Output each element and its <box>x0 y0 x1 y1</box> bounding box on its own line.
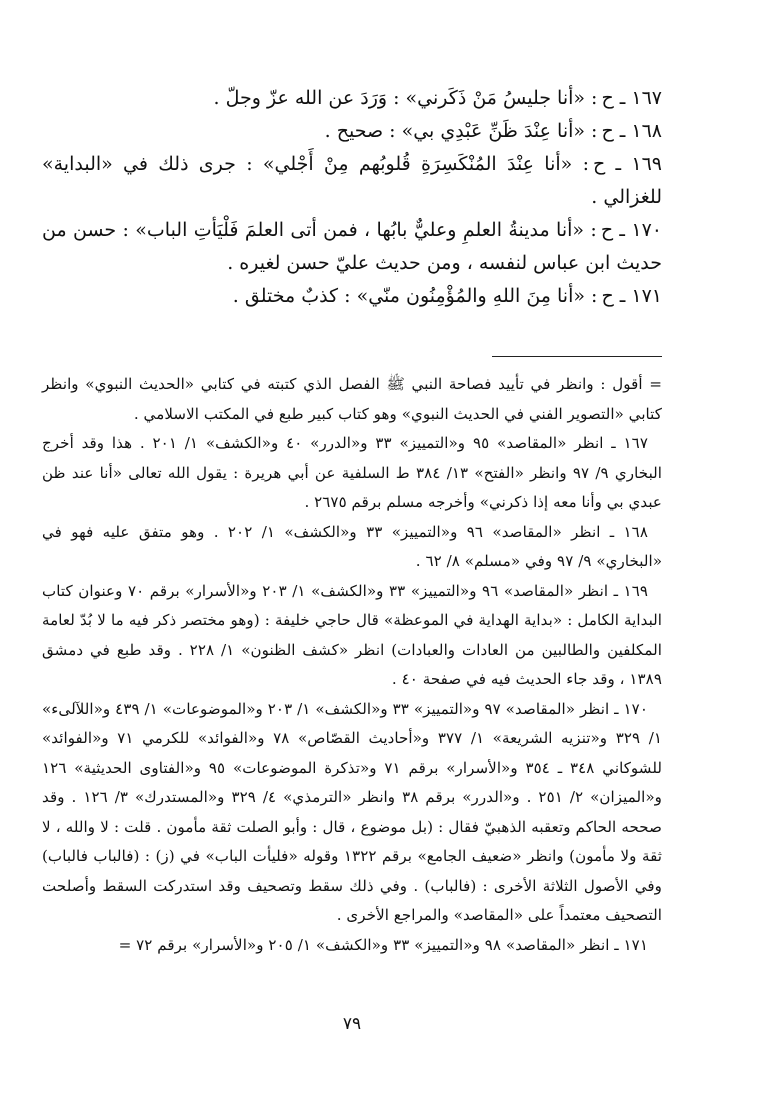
entry-number: ١٧١ ـ ح <box>601 285 662 307</box>
footnote-171: ١٧١ ـ انظر «المقاصد» ٩٨ و«التمييز» ٣٣ و«الكشف» ١/ ٢٠٥ و«الأسرار» برقم ٧٢ = <box>118 935 648 954</box>
footnote-separator <box>492 356 662 357</box>
entry-text: : «أنا عِنْدَ المُنْكَسِرَةِ قُلوبُهم مِنْ أَجْلي» : جرى ذلك في «البداية» للغزالي . <box>42 153 662 208</box>
page-number: ٧٩ <box>342 1014 362 1034</box>
entry-text: : «أنا جليسُ مَنْ ذَكَرني» : وَرَدَ عن الله عزّ وجلّ . <box>213 87 598 109</box>
entry-text: : «أنا مِنَ اللهِ والمُؤْمِنُون منّي» : كذبٌ مختلق . <box>232 285 598 307</box>
entry-number: ١٦٩ ـ ح <box>592 153 662 175</box>
footnote-167: ١٦٧ ـ انظر «المقاصد» ٩٥ و«التمييز» ٣٣ و«الدرر» ٤٠ و«الكشف» ١/ ٢٠١ . هذا وقد أخرج البخاري ٩/ ٩٧ وانظر «الفتح» ١٣/ ٣٨٤ ط السلفية عن أبي هريرة : يقول الله تعالى «أنا عند ظن عبدي بي وأنا معه إذا ذكرني» وأخرجه مسلم برقم ٢٦٧٥ . <box>42 434 663 511</box>
main-text <box>42 82 662 313</box>
footnote-170: ١٧٠ ـ انظر «المقاصد» ٩٧ و«التمييز» ٣٣ و«الكشف» ١/ ٢٠٣ و«الموضوعات» ١/ ٤٣٩ و«اللآلىء» ١/ ٣٢٩ و«تنزيه الشريعة» ١/ ٣٧٧ و«أحاديث القصّاص» ٧٨ و«الفوائد» للكرمي ٧١ و«الفوائد» للشوكاني ٣٤٨ ـ ٣٥٤ و«الأسرار» برقم ٧١ و«تذكرة الموضوعات» ٩٥ و«الفتاوى الحديثية» ١٢٦ و«الميزان» ٢/ ٢٥١ . و«الدرر» برقم ٣٨ وانظر «الترمذي» ٤/ ٣٢٩ و«المستدرك» ٣/ ١٢٦ . وقد صححه الحاكم وتعقبه الذهبيّ فقال : (بل موضوع ، قال : وأبو الصلت ثقة مأمون . قلت : لا والله ، لا ثقة ولا مأمون) وانظر «ضعيف الجامع» برقم ١٣٢٢ وقوله «فليأت الباب» في (ز) : (فالباب فالباب) وفي الأصول الثلاثة الأخرى : (فالباب) . وفي ذلك سقط وتصحيف وقد استدركت السقط وأصلحت التصحيف معتمداً على «المقاصد» والمراجع الأخرى . <box>42 699 662 924</box>
footnotes <box>42 370 662 960</box>
entry-text: : «أنا مدينةُ العلمِ وعليٌّ بابُها ، فمن أتى العلمَ فَلْيَأتِ الباب» : حسن من حديث ابن عباس لنفسه ، ومن حديث عليّ حسن لغيره . <box>42 219 662 274</box>
entry-text: : «أنا عِنْدَ ظَنِّ عَبْدِي بي» : صحيح . <box>324 120 598 142</box>
hadith-entry-169 <box>42 148 662 214</box>
footnote-168: ١٦٨ ـ انظر «المقاصد» ٩٦ و«التمييز» ٣٣ و«الكشف» ١/ ٢٠٢ . وهو متفق عليه فهو في «البخاري» ٩/ ٩٧ وفي «مسلم» ٨/ ٦٢ . <box>42 522 662 570</box>
hadith-entry-168 <box>42 115 662 148</box>
entry-number: ١٧٠ ـ ح <box>600 219 662 241</box>
hadith-entry-167 <box>42 82 662 115</box>
entry-number: ١٦٨ ـ ح <box>601 120 662 142</box>
footnote-169: ١٦٩ ـ انظر «المقاصد» ٩٦ و«التمييز» ٣٣ و«الكشف» ١/ ٢٠٣ و«الأسرار» برقم ٧٠ وعنوان كتاب البداية الكامل : «بداية الهداية في الموعظة» قال حاجي خليفة : (وهو مختصر ذكر فيه ما لا بُدّ لعامة المكلفين والطالبين من العادات والعبادات) انظر «كشف الظنون» ١/ ٢٢٨ . وقد طبع في دمشق ١٣٨٩ ، وقد جاء الحديث فيه في صفحة ٤٠ . <box>42 581 662 688</box>
book-page <box>42 0 662 1104</box>
entry-number: ١٦٧ ـ ح <box>601 87 662 109</box>
hadith-entry-171 <box>42 280 662 313</box>
footnote-continuation: = أقول : وانظر في تأييد فصاحة النبي ﷺ الفصل الذي كتبته في كتابي «الحديث النبوي» وانظر كتابي «التصوير الفني في الحديث النبوي» وهو كتاب كبير طبع في المكتب الاسلامي . <box>42 375 662 423</box>
hadith-entry-170 <box>42 214 662 280</box>
